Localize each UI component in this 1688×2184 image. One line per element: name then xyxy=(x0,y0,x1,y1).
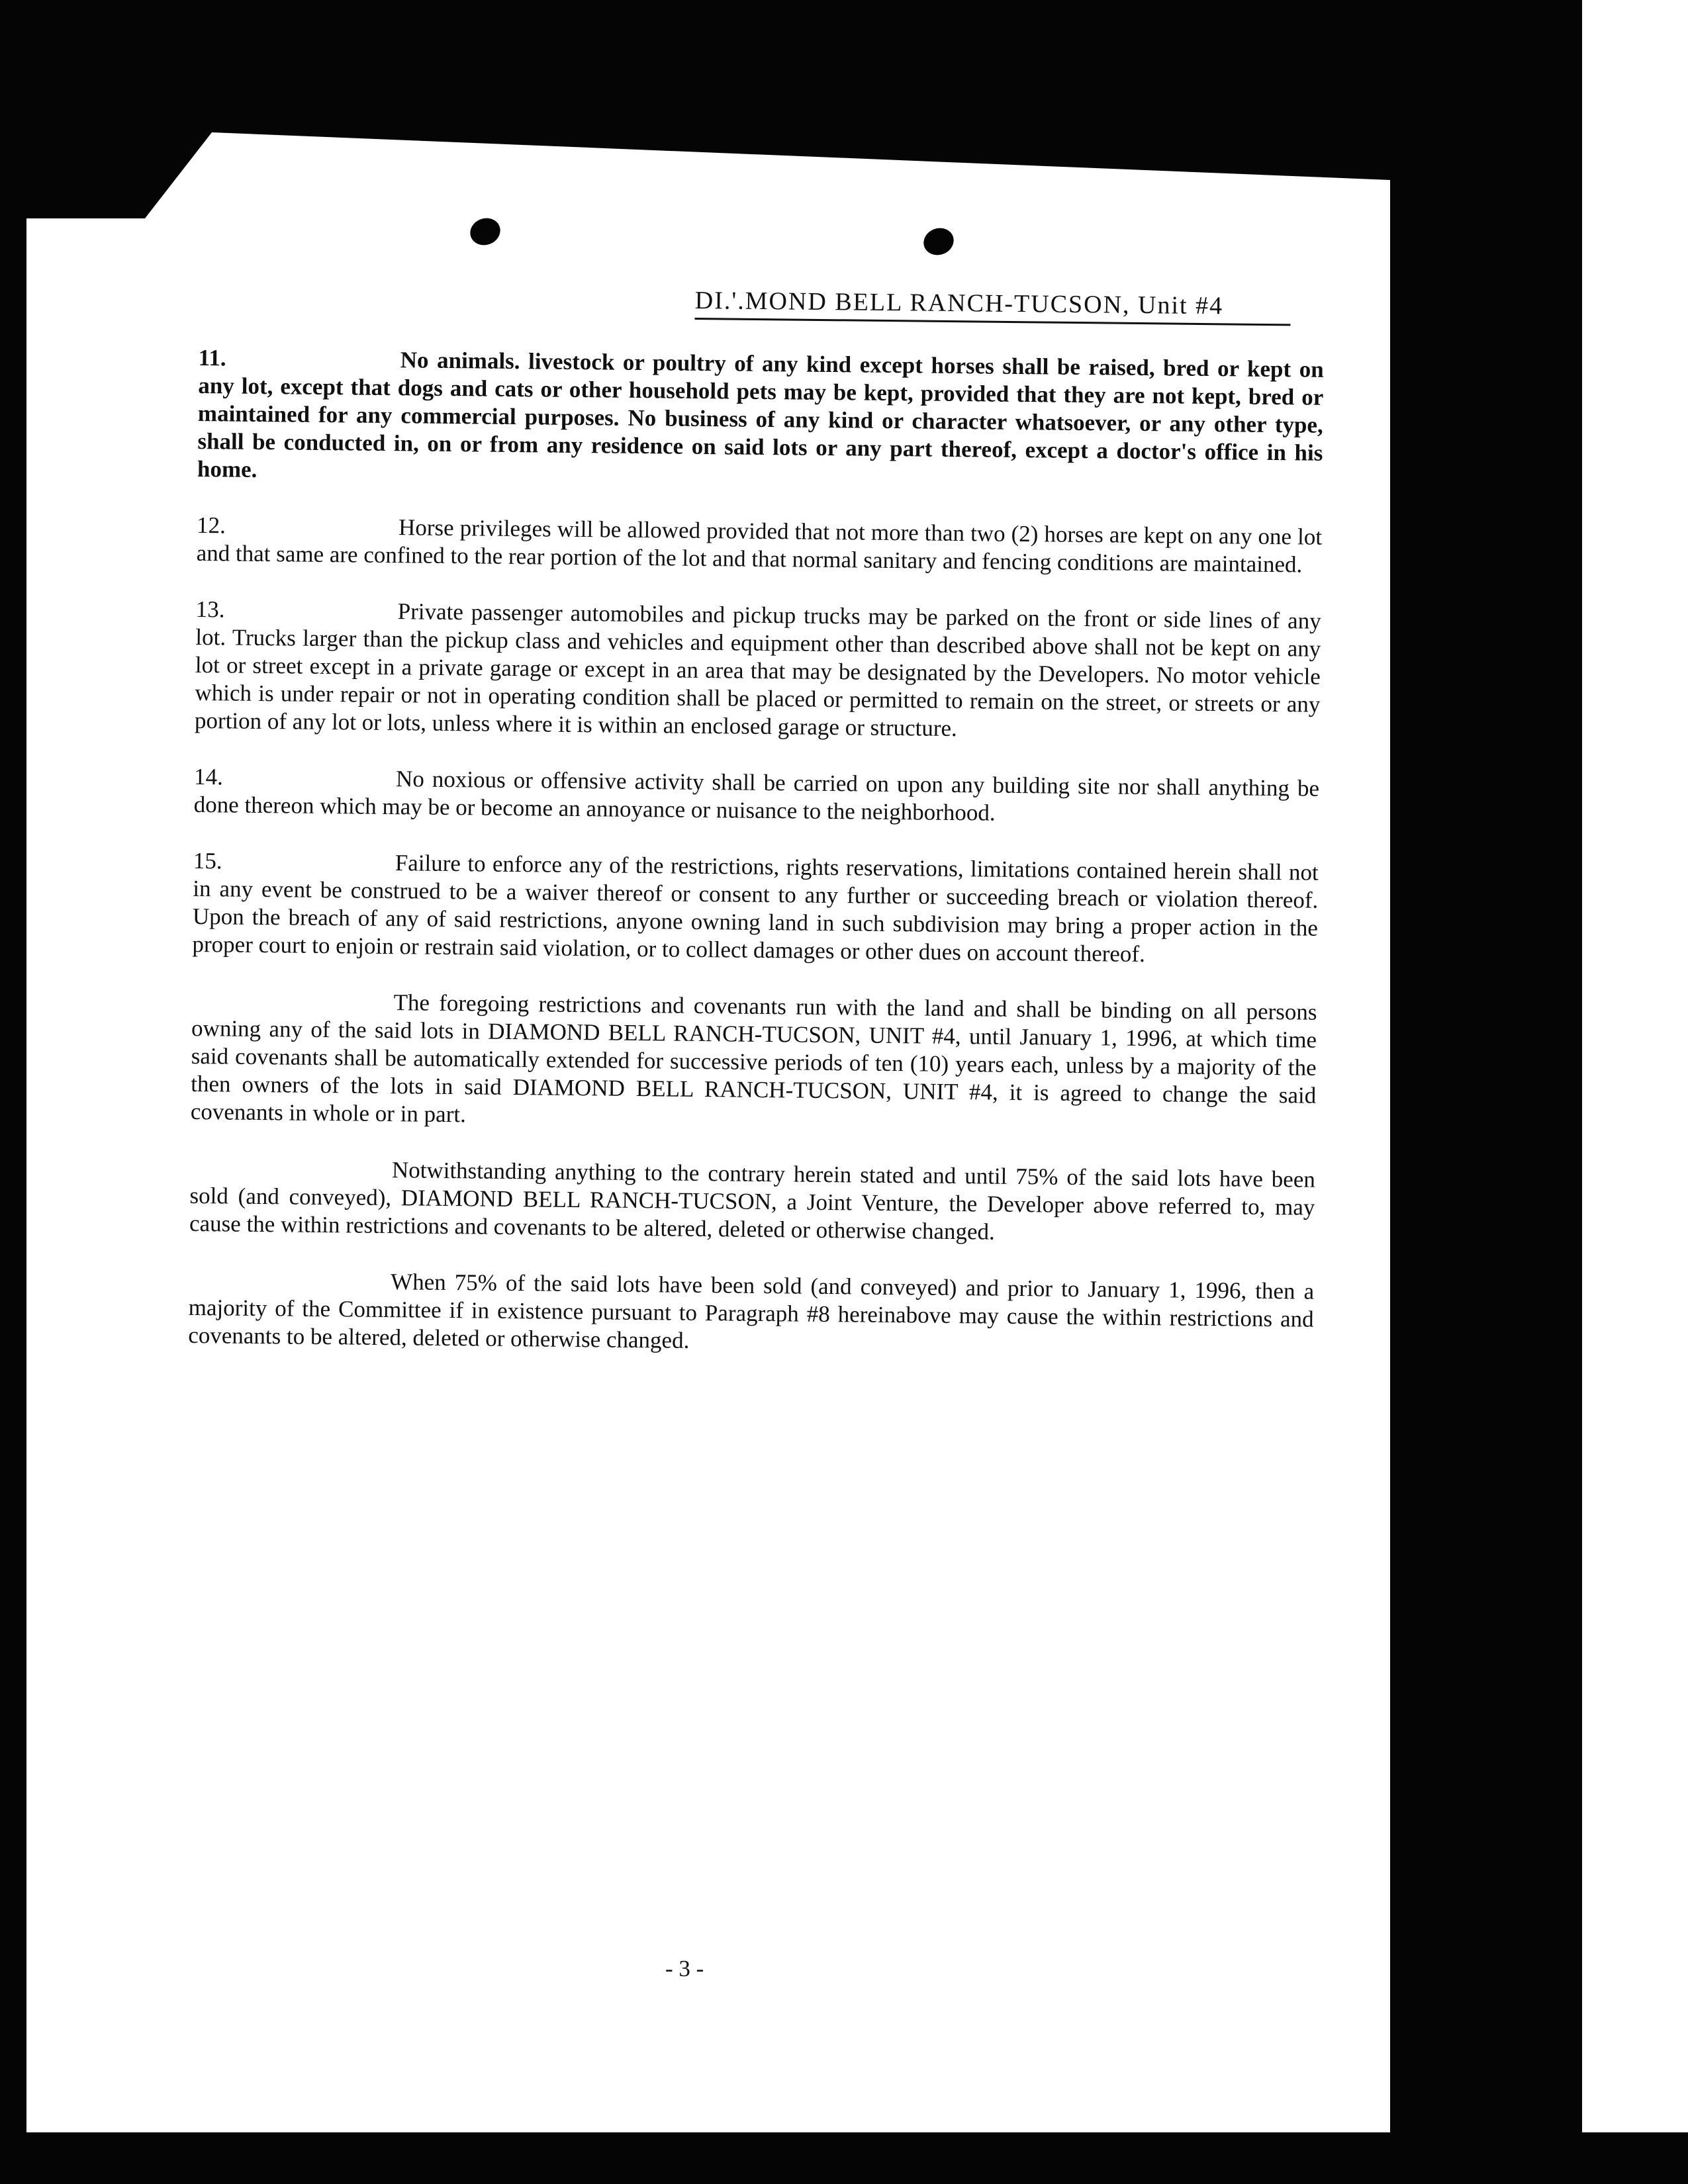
paragraph-number: 13. xyxy=(195,596,225,623)
closing-paragraph-developer-changes: Notwithstanding anything to the contrary herein stated and until 75% of the said lots have been sold (and conveyed), DIAMOND BELL RANCH-TUCSON, a Joint Venture, the Developer above referred to, may cause the within restrictions and covenants to be altered, deleted or otherwise changed. xyxy=(189,1157,1316,1245)
scan-shadow-left xyxy=(0,0,26,2184)
paragraph-text: Failure to enforce any of the restrictions, rights reservations, limitations contained herein shall not in any event be construed to be a waiver thereof or consent to any further or succeeding breach or violation thereof. Upon the breach of any of said restrictions, anyone owning land in such subdivision may bring a proper action in the proper court to enjoin or restrain said violation, or to collect damages or other dues on account thereof. xyxy=(192,850,1319,968)
scan-shadow-right xyxy=(1390,165,1582,2184)
paragraph-text: No noxious or offensive activity shall be carried on upon any building site nor shall anything be done thereon which may be or become an annoyance or nuisance to the neighborhood. xyxy=(193,766,1320,826)
paragraph-number: 14. xyxy=(193,763,224,790)
paragraph-text: No animals. livestock or poultry of any kind except horses shall be raised, bred or kept on any lot, except that dogs and cats or other household pets may be kept, provided that they are not kept, bred or maintained for any commercial purposes. No business of any kind or character whatsoever, or any other type, shall be conducted in, on or from any residence on said lots or any part thereof, except a doctor's office in his home. xyxy=(197,347,1324,482)
paragraph-number: 12. xyxy=(196,512,226,539)
scan-shadow-bottom xyxy=(0,2132,1688,2184)
closing-paragraph-covenants-duration: The foregoing restrictions and covenants run with the land and shall be binding on all persons owning any of the said lots in DIAMOND BELL RANCH-TUCSON, UNIT #4, until January 1, 1996, at which time said covenants shall be automatically extended for successive periods of ten (10) years each, unless by a majority of the then owners of the lots in said DIAMOND BELL RANCH-TUCSON, UNIT #4, it is agreed to change the said covenants in whole or in part. xyxy=(190,989,1317,1128)
paragraph-14 xyxy=(193,763,1319,831)
paragraph-text: Horse privileges will be allowed provided that not more than two (2) horses are kept on any one lot and that same are confined to the rear portion of the lot and that normal sanitary and fencing conditions are maintained. xyxy=(196,514,1323,578)
document-body xyxy=(188,344,1324,1390)
paragraph-11 xyxy=(197,344,1324,495)
paragraph-12 xyxy=(196,512,1322,579)
closing-paragraph-committee-changes: When 75% of the said lots have been sold (and conveyed) and prior to January 1, 1996, then a majority of the Committee if in existence pursuant to Paragraph #8 hereinabove may cause the within restrictions and covenants to be altered, deleted or otherwise changed. xyxy=(188,1269,1315,1353)
paragraph-13 xyxy=(195,596,1321,747)
scan-margin-right xyxy=(1582,0,1688,2184)
paragraph-number: 15. xyxy=(193,847,222,874)
document-header: DI.'.MOND BELL RANCH-TUCSON, Unit #4 xyxy=(694,286,1290,326)
paragraph-number: 11. xyxy=(198,344,226,371)
page-number: - 3 - xyxy=(665,1956,704,1981)
paragraph-text: Private passenger automobiles and pickup trucks may be parked on the front or side lines of any lot. Trucks larger than the pickup class and vehicles and equipment other than described above shall not be kept on any lot or street except in a private garage or except in an area that may be designated by the Developers. No motor vehicle which is under repair or not in operating condition shall be placed or permitted to remain on the street, or streets or any portion of any lot or lots, unless where it is within an enclosed garage or structure. xyxy=(194,598,1321,742)
paragraph-15 xyxy=(192,847,1319,970)
